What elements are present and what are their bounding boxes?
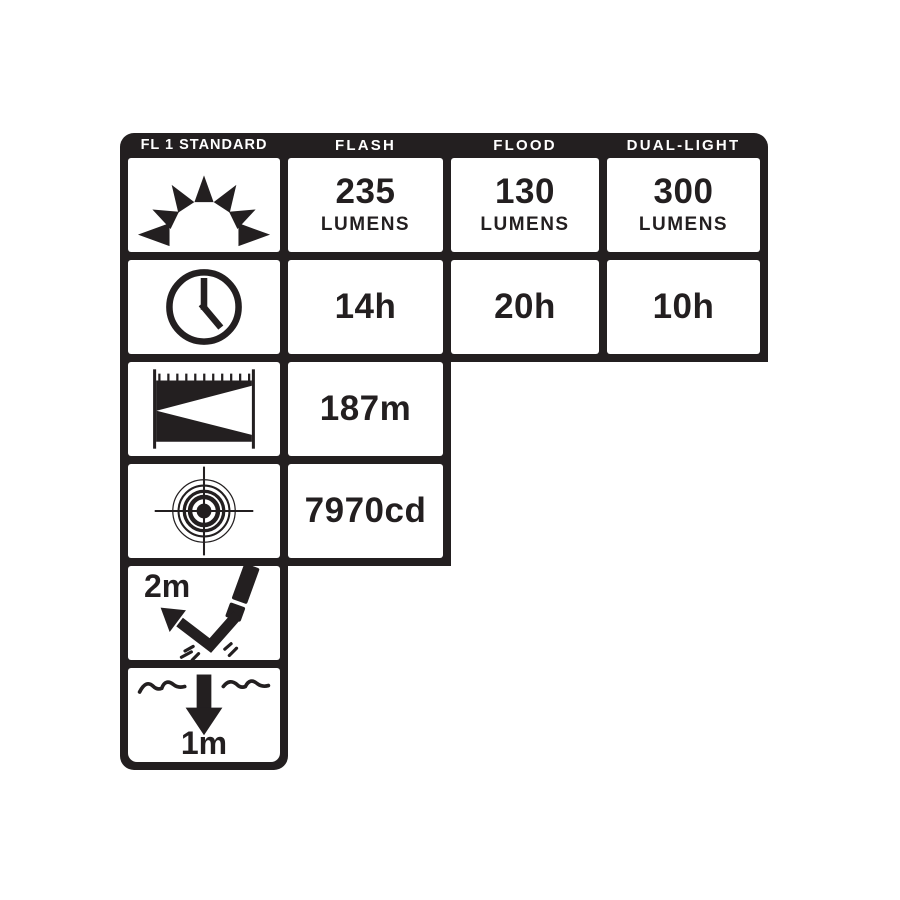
flash-lumens-value: 235	[335, 172, 396, 212]
spec-table-top-panel	[120, 133, 768, 362]
flash-lumens-cell	[288, 158, 443, 252]
peak-intensity-value: 7970cd	[304, 490, 427, 530]
dual-runtime-value: 10h	[652, 286, 715, 326]
bottom-grid	[120, 566, 288, 770]
table-header-row	[120, 133, 768, 158]
spec-table-middle-panel	[120, 362, 451, 566]
header-flash: FLASH	[335, 137, 396, 154]
top-grid	[120, 158, 768, 362]
beam-distance-icon-cell	[128, 362, 280, 456]
spec-table-bottom-panel	[120, 566, 288, 770]
flood-lumens-value: 130	[495, 172, 555, 212]
beam-distance-value: 187m	[319, 388, 412, 428]
middle-grid	[120, 362, 451, 566]
dual-runtime-cell	[607, 260, 760, 354]
target-crosshair-icon	[146, 465, 262, 557]
sun-rays-icon	[137, 160, 271, 250]
flood-lumens-unit: LUMENS	[480, 213, 570, 235]
beam-ruler-icon	[140, 365, 268, 453]
impact-resistance-cell	[128, 566, 280, 660]
runtime-icon-cell	[128, 260, 280, 354]
beam-distance-cell	[288, 362, 443, 456]
flood-runtime-cell	[451, 260, 599, 354]
submersion-label: 1m	[180, 725, 228, 761]
flash-runtime-cell	[288, 260, 443, 354]
flash-lumens-unit: LUMENS	[320, 213, 411, 235]
flood-lumens-cell	[451, 158, 599, 252]
flash-runtime-value: 14h	[334, 286, 397, 326]
header-flood: FLOOD	[493, 137, 557, 154]
header-fl1-standard: FL 1 STANDARD	[140, 137, 268, 154]
dual-lumens-cell	[607, 158, 760, 252]
clock-icon	[161, 264, 247, 350]
impact-resistance-label: 2m	[144, 568, 191, 604]
peak-intensity-icon-cell	[128, 464, 280, 558]
dual-lumens-value: 300	[653, 172, 714, 212]
peak-intensity-cell	[288, 464, 443, 558]
flood-runtime-value: 20h	[494, 286, 556, 326]
header-dual-light: DUAL-LIGHT	[626, 137, 741, 154]
submersion-cell	[128, 668, 280, 762]
light-output-icon-cell	[128, 158, 280, 252]
dual-lumens-unit: LUMENS	[638, 213, 729, 235]
